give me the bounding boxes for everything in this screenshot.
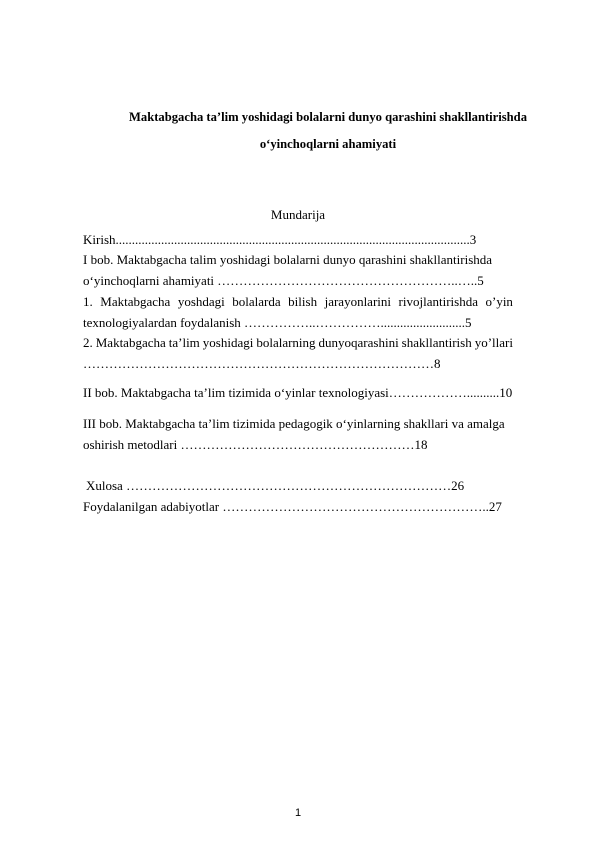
toc-word: 1. [83, 294, 93, 309]
document-title-line-1: Maktabgacha ta’lim yoshidagi bolalarni dunyo qarashini shakllantirishda [129, 110, 527, 124]
toc-word: ta’lim [168, 335, 200, 350]
toc-entry-chapter-2: II bob. Maktabgacha ta’lim tizimida o‘yinlar texnologiyasi………………..........10 [83, 385, 513, 400]
toc-entry-chapter-3: III bob. Maktabgacha ta’lim tizimida pedagogik o‘yinlarning shakllari va amalga [83, 416, 505, 431]
toc-word: yo’llari [474, 335, 513, 350]
toc-entry-section-2-cont: ………………………………………………………………………8 [83, 356, 441, 371]
toc-word: Maktabgacha [95, 335, 166, 350]
toc-word: yoshdagi [177, 294, 225, 309]
document-title-line-2: o‘yinchoqlarni ahamiyati [259, 137, 397, 151]
toc-word: bolalarning [256, 335, 316, 350]
toc-word: bilish [288, 294, 318, 309]
toc-word: bolalarda [232, 294, 281, 309]
toc-entry-introduction: Kirish.............................................................................................................3 [83, 232, 477, 247]
toc-word: shakllantirish [401, 335, 472, 350]
toc-entry-section-1 [83, 294, 513, 310]
toc-entry-chapter-1: I bob. Maktabgacha talim yoshidagi bolalarni dunyo qarashini shakllantirishda [83, 252, 493, 267]
toc-word: dunyoqarashini [318, 335, 399, 350]
toc-entry-section-2 [83, 335, 513, 351]
toc-entry-references: Foydalanilgan adabiyotlar ……………………………………………………..27 [83, 499, 502, 514]
toc-word: jarayonlarini [324, 294, 392, 309]
toc-word: Maktabgacha [100, 294, 171, 309]
toc-word: rivojlantirishda [398, 294, 478, 309]
toc-word: yoshidagi [202, 335, 254, 350]
toc-entry-chapter-3-cont: oshirish metodlari ………………………………………………18 [83, 437, 428, 452]
toc-entry-section-1-cont: texnologiyalardan foydalanish ……………..……………..........................5 [83, 315, 472, 330]
contents-heading: Mundarija [270, 207, 326, 222]
toc-word: 2. [83, 335, 93, 350]
page-number: 1 [294, 807, 302, 819]
toc-entry-conclusion: Xulosa …………………………………………………………………26 [86, 478, 465, 493]
toc-entry-chapter-1-cont: o‘yinchoqlarni ahamiyati ………………………………………………..…..5 [83, 273, 484, 288]
toc-word: o’yin [485, 294, 513, 309]
